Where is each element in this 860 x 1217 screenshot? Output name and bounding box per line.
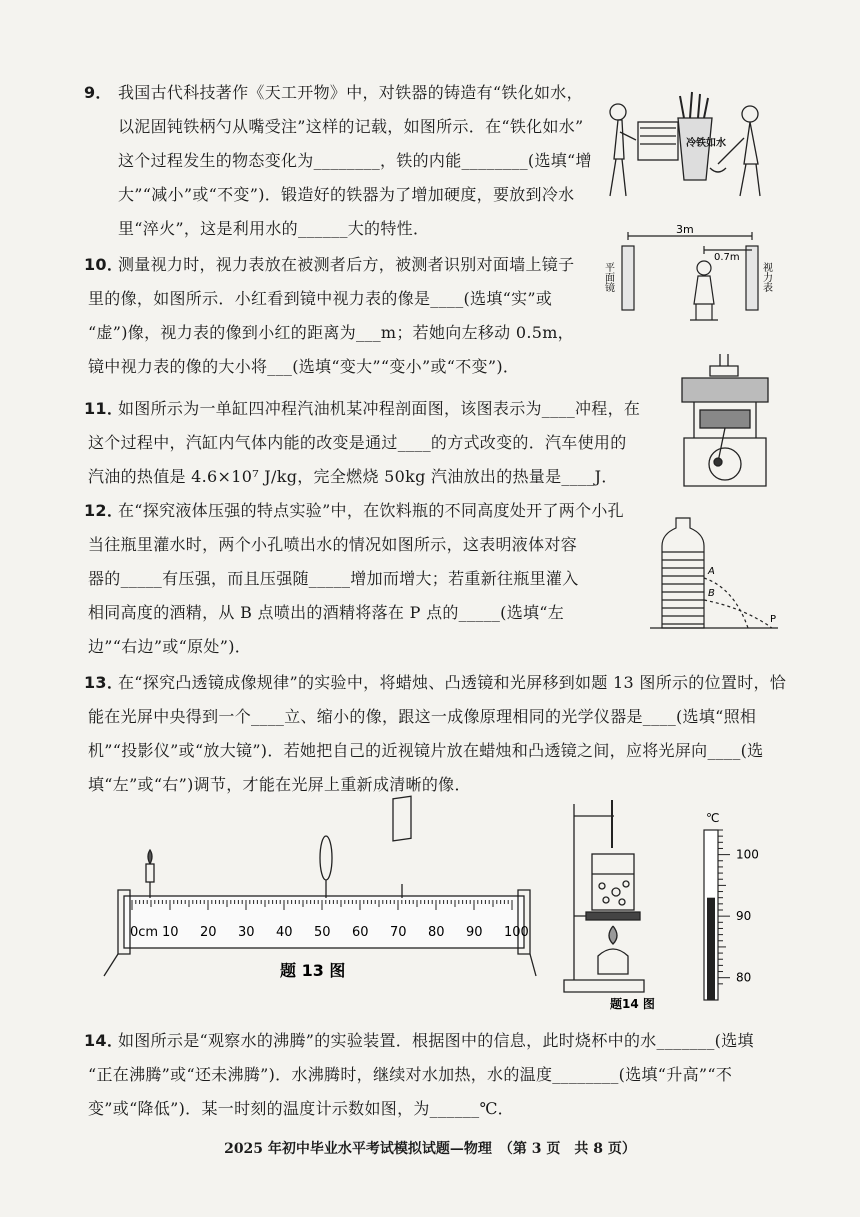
eye-chart-label: 视力表 — [760, 262, 772, 292]
question-line: 以泥固钝铁柄勺从嘴受注”这样的记载，如图所示．在“铁化如水” — [118, 117, 584, 136]
question-11 — [84, 392, 668, 494]
thermometer-tick-label: 80 — [736, 970, 752, 985]
question-number: 12． — [84, 501, 124, 520]
water-bottle-pressure-diagram — [648, 516, 783, 638]
question-line: 我国古代科技著作《天工开物》中，对铁器的铸造有“铁化如水， — [118, 83, 583, 102]
question-line: 如图所示是“观察水的沸腾”的实验装置．根据图中的信息，此时烧杯中的水_______(选填 — [118, 1031, 754, 1050]
ruler-tick-label: 60 — [352, 925, 369, 940]
ruler-tick-label: 50 — [314, 925, 331, 940]
question-line: 汽油的热值是 4.6×10⁷ J/kg，完全燃烧 50kg 汽油放出的热量是____J． — [88, 467, 618, 486]
question-line: “虚”)像，视力表的像到小红的距离为___m；若她向左移动 0.5m， — [88, 323, 574, 342]
question-line: 镜中视力表的像的大小将___(选填“变大”“变小”或“不变”)． — [88, 357, 520, 376]
question-line: 在“探究凸透镜成像规律”的实验中，将蜡烛、凸透镜和光屏移到如题 13 图所示的位置时，恰 — [118, 673, 787, 692]
mercury-column — [707, 898, 715, 1000]
distance-total-label: 3m — [676, 223, 694, 236]
hole-a-label: A — [708, 566, 715, 577]
question-line: 在“探究液体压强的特点实验”中，在饮料瓶的不同高度处开了两个小孔 — [118, 501, 624, 520]
ruler-tick-label: 10 — [162, 925, 179, 940]
iron-casting-illustration — [600, 84, 770, 204]
question-line: “正在沸腾”或“还未沸腾”)．水沸腾时，继续对水加热，水的温度________(选填“升高”“不 — [88, 1065, 733, 1084]
ruler-tick-label: 0cm — [130, 925, 159, 940]
question-number: 14． — [84, 1031, 124, 1050]
question-line: 里“淬火”，这是利用水的______大的特性． — [118, 219, 430, 238]
question-number: 10． — [84, 255, 124, 274]
ruler-tick-label: 70 — [390, 925, 407, 940]
question-line: 里的像，如图所示．小红看到镜中视力表的像是____(选填“实”或 — [88, 289, 553, 308]
point-p-label: P — [770, 614, 777, 625]
question-line: 测量视力时，视力表放在被测者后方，被测者识别对面墙上镜子 — [118, 255, 575, 274]
mirror-label: 平面镜 — [602, 262, 614, 292]
question-line: 相同高度的酒精，从 B 点喷出的酒精将落在 P 点的_____(选填“左 — [88, 603, 565, 622]
page-footer: 2025 年初中毕业水平考试模拟试题—物理 （第 3 页 共 8 页） — [224, 1141, 636, 1157]
engine-cylinder-diagram — [670, 352, 780, 494]
ruler-tick-label: 90 — [466, 925, 483, 940]
question-line: 这个过程中，汽缸内气体内能的改变是通过____的方式改变的．汽车使用的 — [88, 433, 627, 452]
thermometer-diagram — [680, 810, 790, 1000]
question-9 — [84, 76, 608, 246]
thermometer-tick-label: 90 — [736, 909, 752, 924]
thermometer-unit: ℃ — [706, 811, 720, 825]
ruler-tick-label: 100 — [504, 925, 529, 940]
question-line: 器的_____有压强，而且压强随_____增加而增大；若重新往瓶里灌入 — [88, 569, 579, 588]
question-number: 13． — [84, 673, 124, 692]
hole-b-label: B — [708, 588, 715, 599]
question-14 — [84, 1024, 788, 1126]
question-line: 当往瓶里灌水时，两个小孔喷出水的情况如图所示，这表明液体对容 — [88, 535, 578, 554]
optical-bench-diagram — [100, 830, 540, 980]
question-line: 大”“减小”或“不变”)．锻造好的铁器为了增加硬度，要放到冷水 — [118, 185, 575, 204]
question-line: 能在光屏中央得到一个____立、缩小的像，跟这一成像原理相同的光学仪器是____(选填“照相 — [88, 707, 757, 726]
question-number: 9． — [84, 83, 112, 102]
question-line: 机”“投影仪”或“放大镜”)．若她把自己的近视镜片放在蜡烛和凸透镜之间，应将光屏向____(选 — [88, 741, 764, 760]
question-line: 变”或“降低”)．某一时刻的温度计示数如图，为______℃． — [88, 1099, 514, 1118]
eye-chart-mirror-diagram — [602, 222, 776, 334]
ruler-tick-label: 20 — [200, 925, 217, 940]
thermometer-tick-label: 100 — [736, 847, 759, 862]
question-number: 11． — [84, 399, 124, 418]
ruler-tick-label: 80 — [428, 925, 445, 940]
boiling-water-apparatus — [540, 796, 680, 1010]
distance-part-label: 0.7m — [714, 252, 740, 263]
question-line: 填“左”或“右”)调节，才能在光屏上重新成清晰的像． — [88, 775, 471, 794]
figure-label: 冷铁如水 — [686, 138, 726, 149]
question-13 — [84, 666, 788, 802]
question-line: 边”“右边”或“原处”)． — [88, 637, 252, 656]
question-10 — [84, 248, 608, 384]
figure-13-caption: 题 13 图 — [280, 961, 346, 980]
ruler-tick-label: 30 — [238, 925, 255, 940]
ruler-tick-label: 40 — [276, 925, 293, 940]
figure-14-caption: 题14 图 — [610, 997, 655, 1011]
question-12 — [84, 494, 648, 664]
question-line: 这个过程发生的物态变化为________，铁的内能________(选填“增 — [118, 151, 592, 170]
question-line: 如图所示为一单缸四冲程汽油机某冲程剖面图，该图表示为____冲程，在 — [118, 399, 641, 418]
